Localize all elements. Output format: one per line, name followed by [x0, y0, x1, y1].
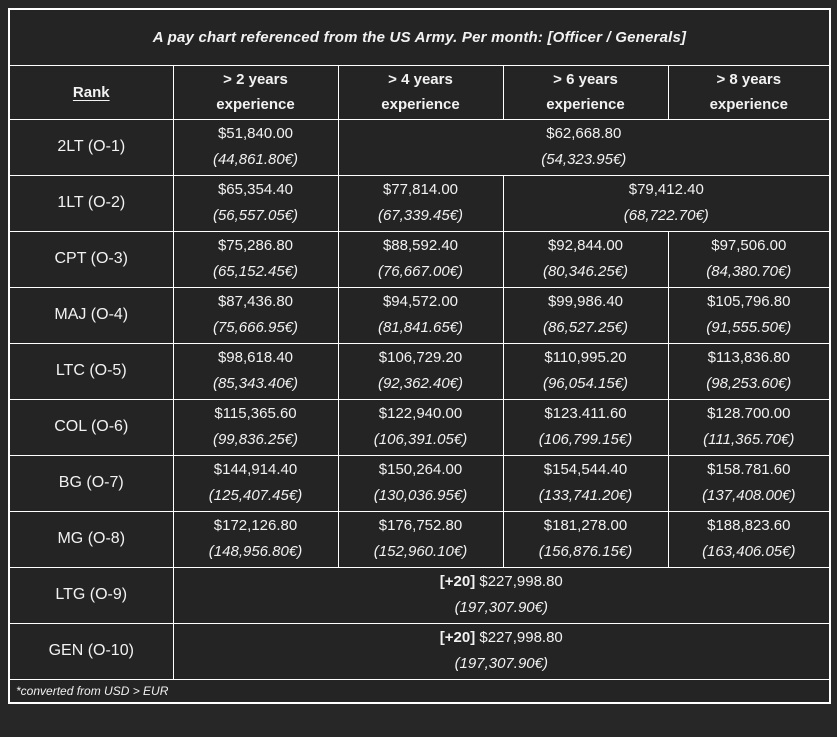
pay-cell: [338, 511, 503, 567]
column-header-6-years: [503, 65, 668, 119]
pay-cell: [503, 175, 830, 231]
usd-value: $110,995.20: [544, 349, 627, 366]
usd-value: $92,844.00: [547, 237, 624, 254]
rank-cell: MAJ (O-4): [9, 287, 173, 343]
header-line2: experience: [546, 96, 625, 113]
rank-cell: MG (O-8): [9, 511, 173, 567]
table-row: [9, 119, 830, 175]
usd-value: $97,506.00: [711, 237, 787, 254]
table-row: [9, 175, 830, 231]
eur-value: (99,836.25€): [212, 431, 299, 448]
usd-value: $122,940.00: [378, 405, 463, 422]
pay-cell: [668, 455, 830, 511]
usd-value: [174, 625, 830, 651]
usd-value: $172,126.80: [213, 517, 298, 534]
table-row: [9, 399, 830, 455]
usd-value: $77,814.00: [382, 181, 459, 198]
eur-value: (67,339.45€): [377, 207, 464, 224]
eur-value: (75,666.95€): [212, 319, 299, 336]
pay-cell: [338, 455, 503, 511]
eur-value: (137,408.00€): [702, 487, 796, 504]
header-line2: experience: [709, 96, 788, 113]
usd-amount: $227,998.80: [479, 629, 563, 646]
table-row: [9, 567, 830, 623]
pay-chart-table: [8, 8, 831, 704]
eur-value: (106,391.05€): [373, 431, 468, 448]
usd-value: $176,752.80: [378, 517, 463, 534]
eur-value: (106,799.15€): [538, 431, 633, 448]
rank-header-label: Rank: [72, 83, 110, 101]
eur-value: (98,253.60€): [706, 375, 792, 392]
usd-value: $144,914.40: [213, 461, 298, 478]
title-row: [9, 9, 830, 65]
column-header-4-years: [338, 65, 503, 119]
pay-cell: [503, 287, 668, 343]
pay-cell: [173, 175, 338, 231]
header-row: [9, 65, 830, 119]
usd-value: $98,618.40: [217, 349, 294, 366]
eur-value: (54,323.95€): [541, 151, 627, 168]
eur-value: (197,307.90€): [454, 655, 548, 672]
pay-cell: [503, 399, 668, 455]
rank-cell: 1LT (O-2): [9, 175, 173, 231]
header-line1: > 6 years: [553, 71, 618, 88]
pay-cell: [173, 623, 830, 679]
table-row: [9, 231, 830, 287]
pay-cell: [173, 343, 338, 399]
eur-value: (81,841.65€): [377, 319, 464, 336]
usd-value: $181,278.00: [543, 517, 628, 534]
pay-cell: [503, 231, 668, 287]
table-row: [9, 287, 830, 343]
eur-value: (85,343.40€): [212, 375, 299, 392]
usd-value: $62,668.80: [546, 125, 622, 142]
usd-value: $128.700.00: [707, 405, 791, 422]
pay-cell: [668, 287, 830, 343]
eur-value: (163,406.05€): [702, 543, 796, 560]
usd-amount: $227,998.80: [479, 573, 563, 590]
eur-value: (76,667.00€): [377, 263, 464, 280]
usd-value: $99,986.40: [547, 293, 624, 310]
pay-cell: [338, 175, 503, 231]
header-line1: > 2 years: [223, 71, 288, 88]
usd-value: $150,264.00: [378, 461, 463, 478]
usd-value: $123.411.60: [544, 405, 627, 422]
rank-cell: LTC (O-5): [9, 343, 173, 399]
footnote: *converted from USD > EUR: [9, 679, 830, 703]
pay-cell: [173, 455, 338, 511]
eur-value: (133,741.20€): [538, 487, 633, 504]
pay-cell: [668, 399, 830, 455]
eur-value: (148,956.80€): [208, 543, 303, 560]
eur-value: (130,036.95€): [373, 487, 468, 504]
eur-value: (56,557.05€): [212, 207, 299, 224]
plus20-badge: [+20]: [439, 573, 476, 590]
pay-cell: [173, 399, 338, 455]
usd-value: $88,592.40: [382, 237, 459, 254]
pay-cell: [503, 343, 668, 399]
header-line1: > 4 years: [388, 71, 453, 88]
pay-cell: [338, 287, 503, 343]
usd-value: $158.781.60: [707, 461, 791, 478]
usd-value: $115,365.60: [214, 405, 297, 422]
pay-cell: [173, 287, 338, 343]
pay-cell: [338, 119, 830, 175]
table-row: [9, 511, 830, 567]
eur-value: (96,054.15€): [542, 375, 629, 392]
usd-value: [174, 569, 830, 595]
pay-cell: [173, 119, 338, 175]
rank-cell: 2LT (O-1): [9, 119, 173, 175]
usd-value: $51,840.00: [217, 125, 294, 142]
usd-value: $65,354.40: [217, 181, 294, 198]
pay-cell: [338, 231, 503, 287]
usd-value: $105,796.80: [707, 293, 791, 310]
eur-value: (44,861.80€): [212, 151, 299, 168]
header-line2: experience: [216, 96, 295, 113]
pay-cell: [668, 511, 830, 567]
eur-value: (152,960.10€): [373, 543, 468, 560]
eur-value: (86,527.25€): [542, 319, 629, 336]
usd-value: $154,544.40: [543, 461, 628, 478]
usd-value: $113,836.80: [707, 349, 790, 366]
pay-cell: [503, 511, 668, 567]
eur-value: (125,407.45€): [208, 487, 303, 504]
pay-cell: [173, 511, 338, 567]
table-row: [9, 623, 830, 679]
rank-cell: BG (O-7): [9, 455, 173, 511]
pay-cell: [668, 231, 830, 287]
pay-cell: [173, 231, 338, 287]
eur-value: (65,152.45€): [212, 263, 299, 280]
footer-row: [9, 679, 830, 703]
table-row: [9, 343, 830, 399]
plus20-badge: [+20]: [439, 629, 476, 646]
table-row: [9, 455, 830, 511]
rank-cell: GEN (O-10): [9, 623, 173, 679]
usd-value: $94,572.00: [382, 293, 459, 310]
usd-value: $106,729.20: [378, 349, 463, 366]
rank-cell: CPT (O-3): [9, 231, 173, 287]
eur-value: (91,555.50€): [706, 319, 792, 336]
eur-value: (111,365.70€): [703, 431, 795, 448]
column-header-rank: [9, 65, 173, 119]
eur-value: (80,346.25€): [542, 263, 629, 280]
eur-value: (197,307.90€): [454, 599, 548, 616]
eur-value: (84,380.70€): [706, 263, 792, 280]
column-header-2-years: [173, 65, 338, 119]
header-line1: > 8 years: [716, 71, 782, 88]
column-header-8-years: [668, 65, 830, 119]
eur-value: (68,722.70€): [623, 207, 709, 224]
eur-value: (92,362.40€): [377, 375, 464, 392]
pay-cell: [173, 567, 830, 623]
usd-value: $188,823.60: [707, 517, 791, 534]
rank-cell: COL (O-6): [9, 399, 173, 455]
eur-value: (156,876.15€): [538, 543, 633, 560]
usd-value: $87,436.80: [217, 293, 294, 310]
pay-cell: [338, 343, 503, 399]
usd-value: $79,412.40: [628, 181, 704, 198]
pay-cell: [338, 399, 503, 455]
rank-cell: LTG (O-9): [9, 567, 173, 623]
pay-cell: [668, 343, 830, 399]
header-line2: experience: [381, 96, 460, 113]
usd-value: $75,286.80: [217, 237, 294, 254]
chart-title: A pay chart referenced from the US Army. Per month: [Officer / Generals]: [9, 9, 830, 65]
pay-cell: [503, 455, 668, 511]
